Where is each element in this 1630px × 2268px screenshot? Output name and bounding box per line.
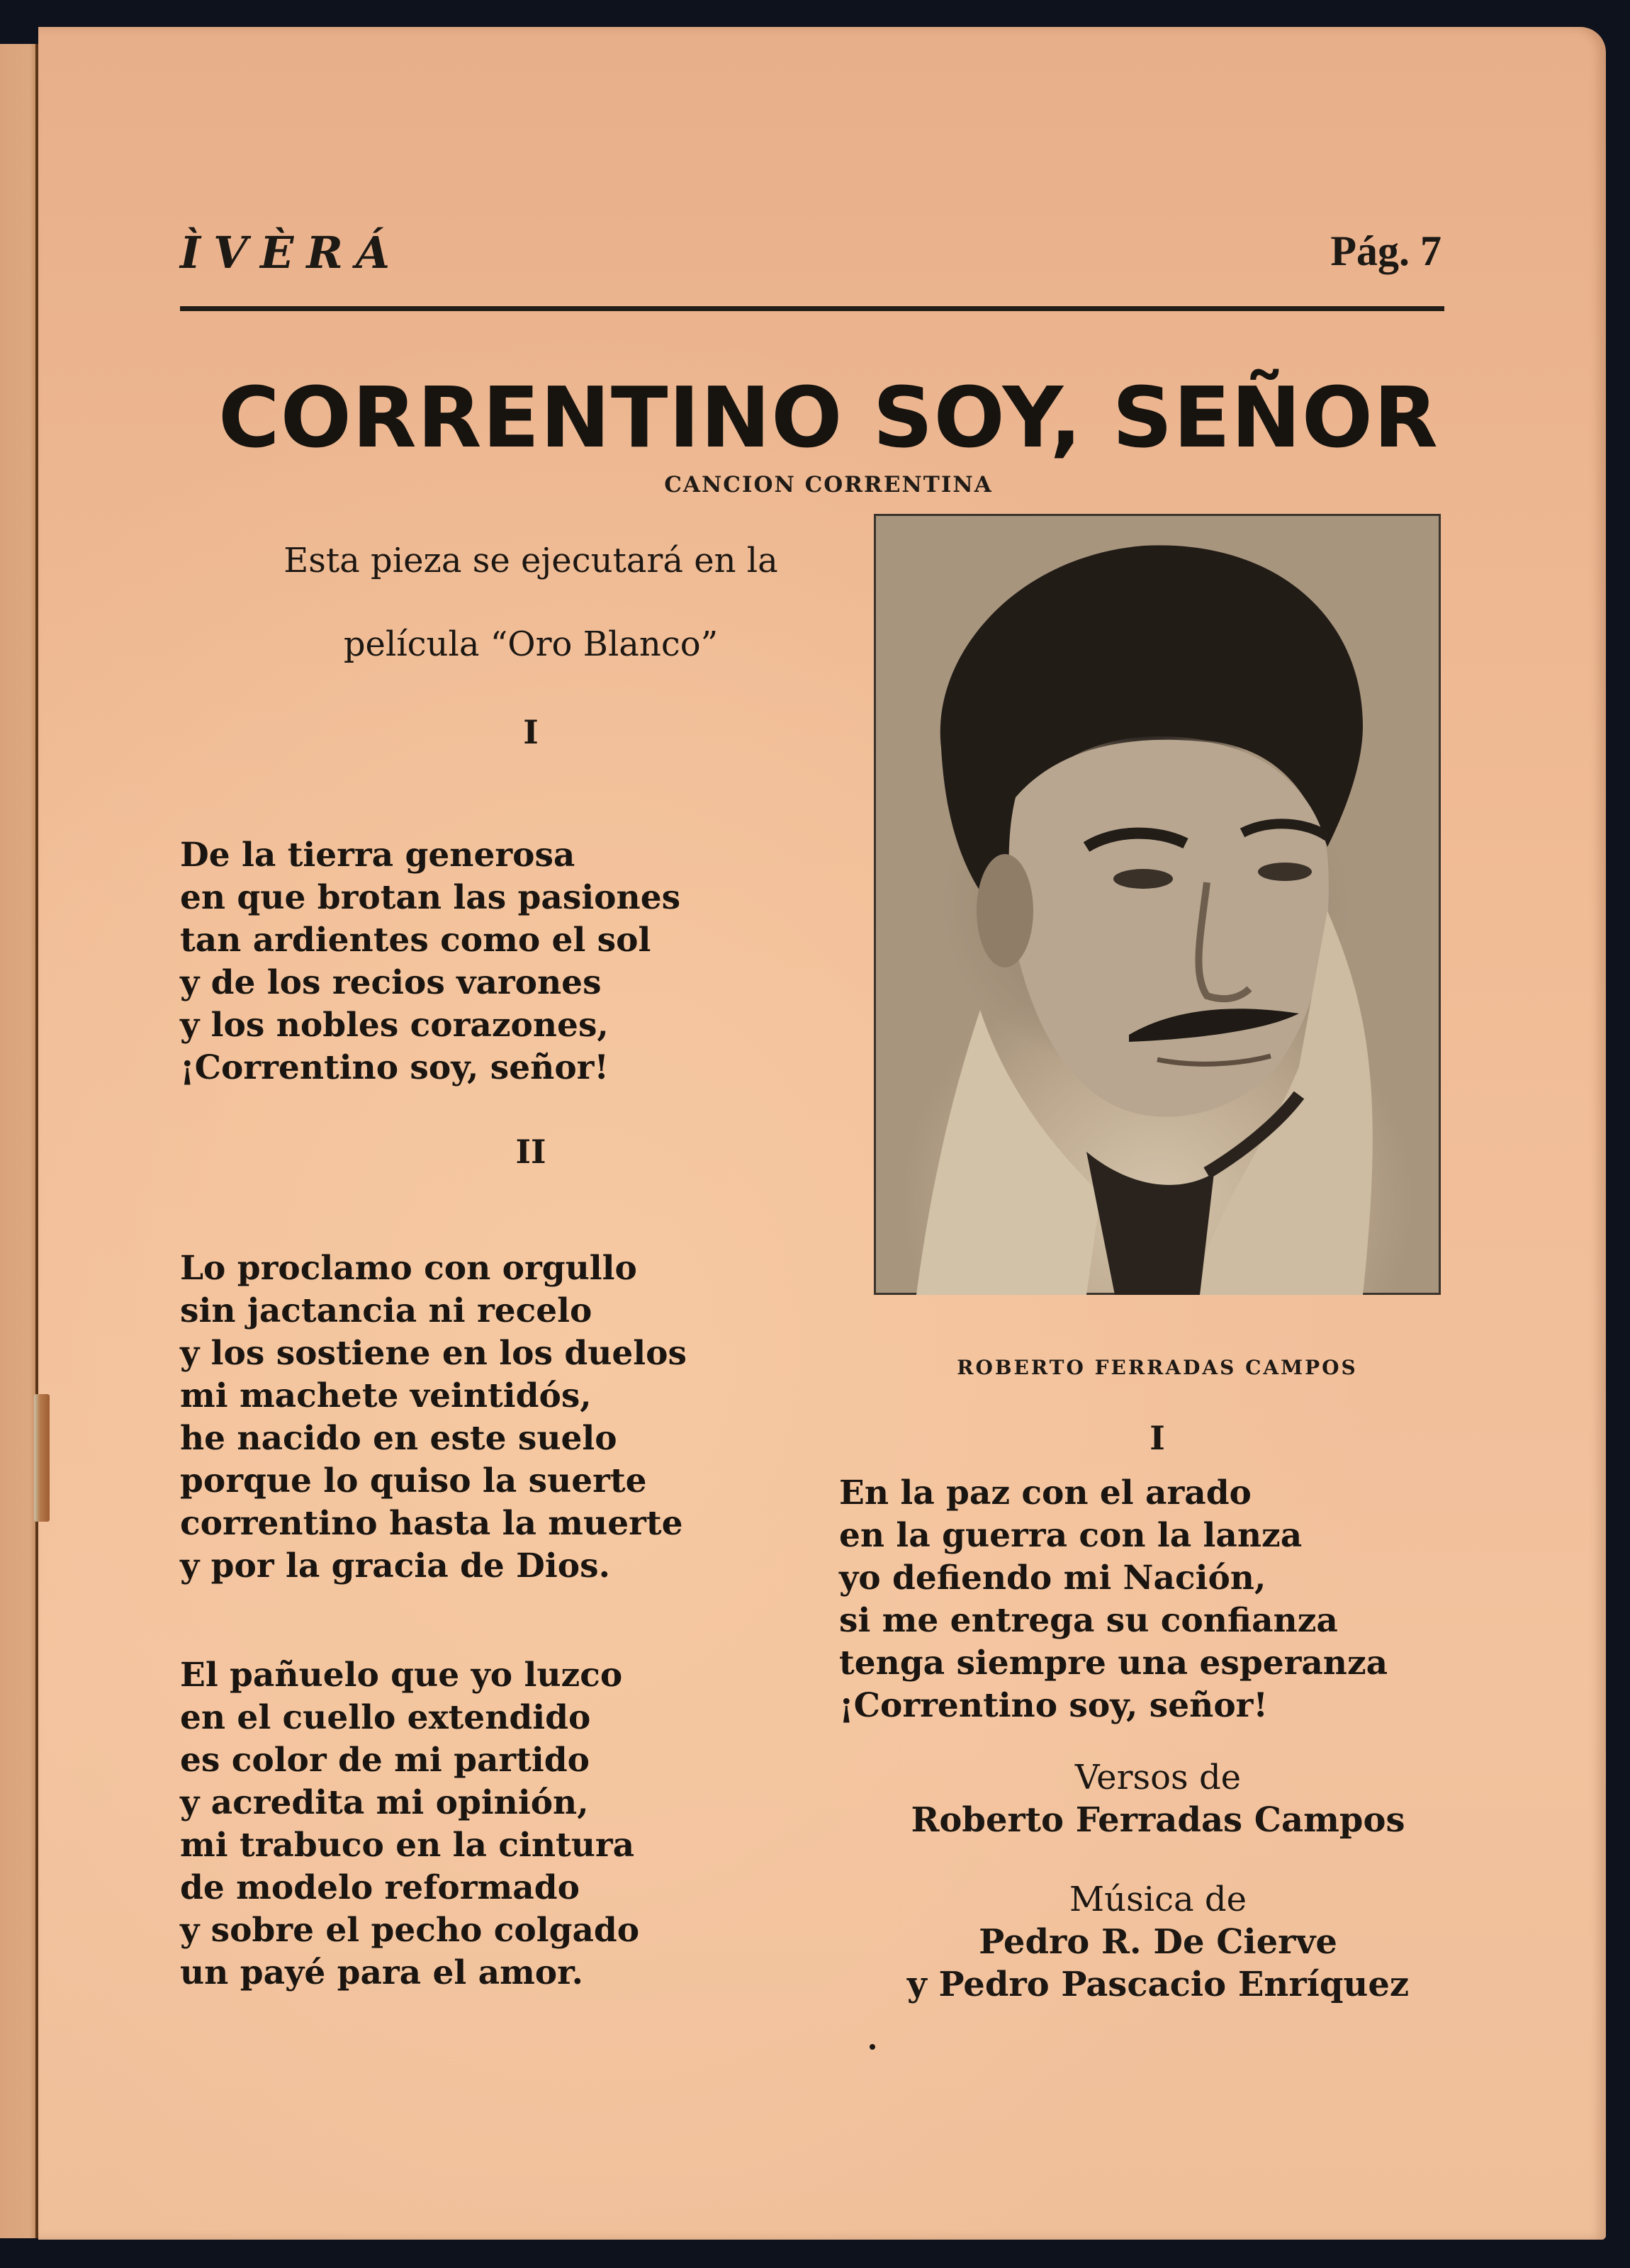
verse-line: tan ardientes como el sol [180, 921, 651, 960]
verse-line: mi machete veintidós, [180, 1376, 592, 1415]
song-subtitle: CANCION CORRENTINA [664, 472, 993, 498]
verse-line: en que brotan las pasiones [180, 878, 681, 917]
verse-line: y acredita mi opinión, [180, 1783, 589, 1822]
verse-line: y los sostiene en los duelos [180, 1334, 687, 1373]
verse-line: En la paz con el arado [839, 1473, 1252, 1512]
verse-line: porque lo quiso la suerte [180, 1461, 647, 1500]
stanza-3 [180, 1654, 639, 1994]
credit-name: Roberto Ferradas Campos [911, 1800, 1405, 1840]
magazine-masthead: ÌVÈRÁ [180, 227, 403, 279]
lyrics-credit [839, 1756, 1477, 1841]
verse-line: de modelo reformado [180, 1868, 580, 1907]
magazine-page [38, 27, 1606, 2240]
verse-line: en la guerra con la lanza [839, 1516, 1303, 1555]
page-number: Pág. 7 [1330, 228, 1441, 274]
intro-line: Esta pieza se ejecutará en la [283, 541, 778, 580]
song-title: CORRENTINO SOY, SEÑOR [218, 369, 1439, 466]
photo-caption: ROBERTO FERRADAS CAMPOS [957, 1356, 1358, 1379]
previous-page-edge [0, 44, 37, 2238]
stanza-1 [180, 834, 680, 1089]
binding-staple [34, 1394, 50, 1522]
stanza-numeral: I [1150, 1419, 1165, 1457]
verse-line: y los nobles corazones, [180, 1006, 609, 1045]
intro-line: película “Oro Blanco” [343, 624, 719, 664]
verse-line: yo defiendo mi Nación, [839, 1559, 1266, 1598]
verse-line: tenga siempre una esperanza [839, 1644, 1388, 1683]
verse-line: es color de mi partido [180, 1741, 590, 1780]
portrait-illustration [874, 514, 1441, 1295]
verse-line: si me entrega su confianza [839, 1601, 1338, 1640]
verse-line: correntino hasta la muerte [180, 1504, 683, 1543]
verse-line: un payé para el amor. [180, 1953, 583, 1992]
verse-line: y sobre el pecho colgado [180, 1911, 640, 1950]
verse-line: y por la gracia de Dios. [180, 1546, 610, 1585]
verse-line: ¡Correntino soy, señor! [839, 1686, 1269, 1725]
verse-line: he nacido en este suelo [180, 1419, 617, 1458]
verse-line: De la tierra generosa [180, 836, 575, 875]
intro-note [223, 519, 839, 686]
portrait-photo [874, 514, 1441, 1295]
stanza-2 [180, 1247, 687, 1588]
stanza-numeral: I [523, 713, 539, 751]
header-rule [180, 306, 1444, 311]
credit-name: y Pedro Pascacio Enríquez [906, 1965, 1410, 2004]
verse-line: y de los recios varones [180, 963, 602, 1002]
verse-line: en el cuello extendido [180, 1698, 591, 1737]
verse-line: El pañuelo que yo luzco [180, 1656, 623, 1695]
credit-label: Música de [1069, 1880, 1247, 1919]
stanza-right-1 [839, 1472, 1388, 1727]
music-credit [839, 1878, 1477, 2006]
verse-line: mi trabuco en la cintura [180, 1826, 635, 1865]
verse-line: sin jactancia ni recelo [180, 1291, 592, 1330]
verse-line: ¡Correntino soy, señor! [180, 1048, 609, 1087]
credit-label: Versos de [1074, 1758, 1242, 1797]
verse-line: Lo proclamo con orgullo [180, 1249, 637, 1288]
stanza-numeral: II [515, 1133, 546, 1171]
ink-dot [870, 2044, 875, 2050]
credit-name: Pedro R. De Cierve [979, 1922, 1337, 1962]
book-spine [35, 44, 38, 2238]
